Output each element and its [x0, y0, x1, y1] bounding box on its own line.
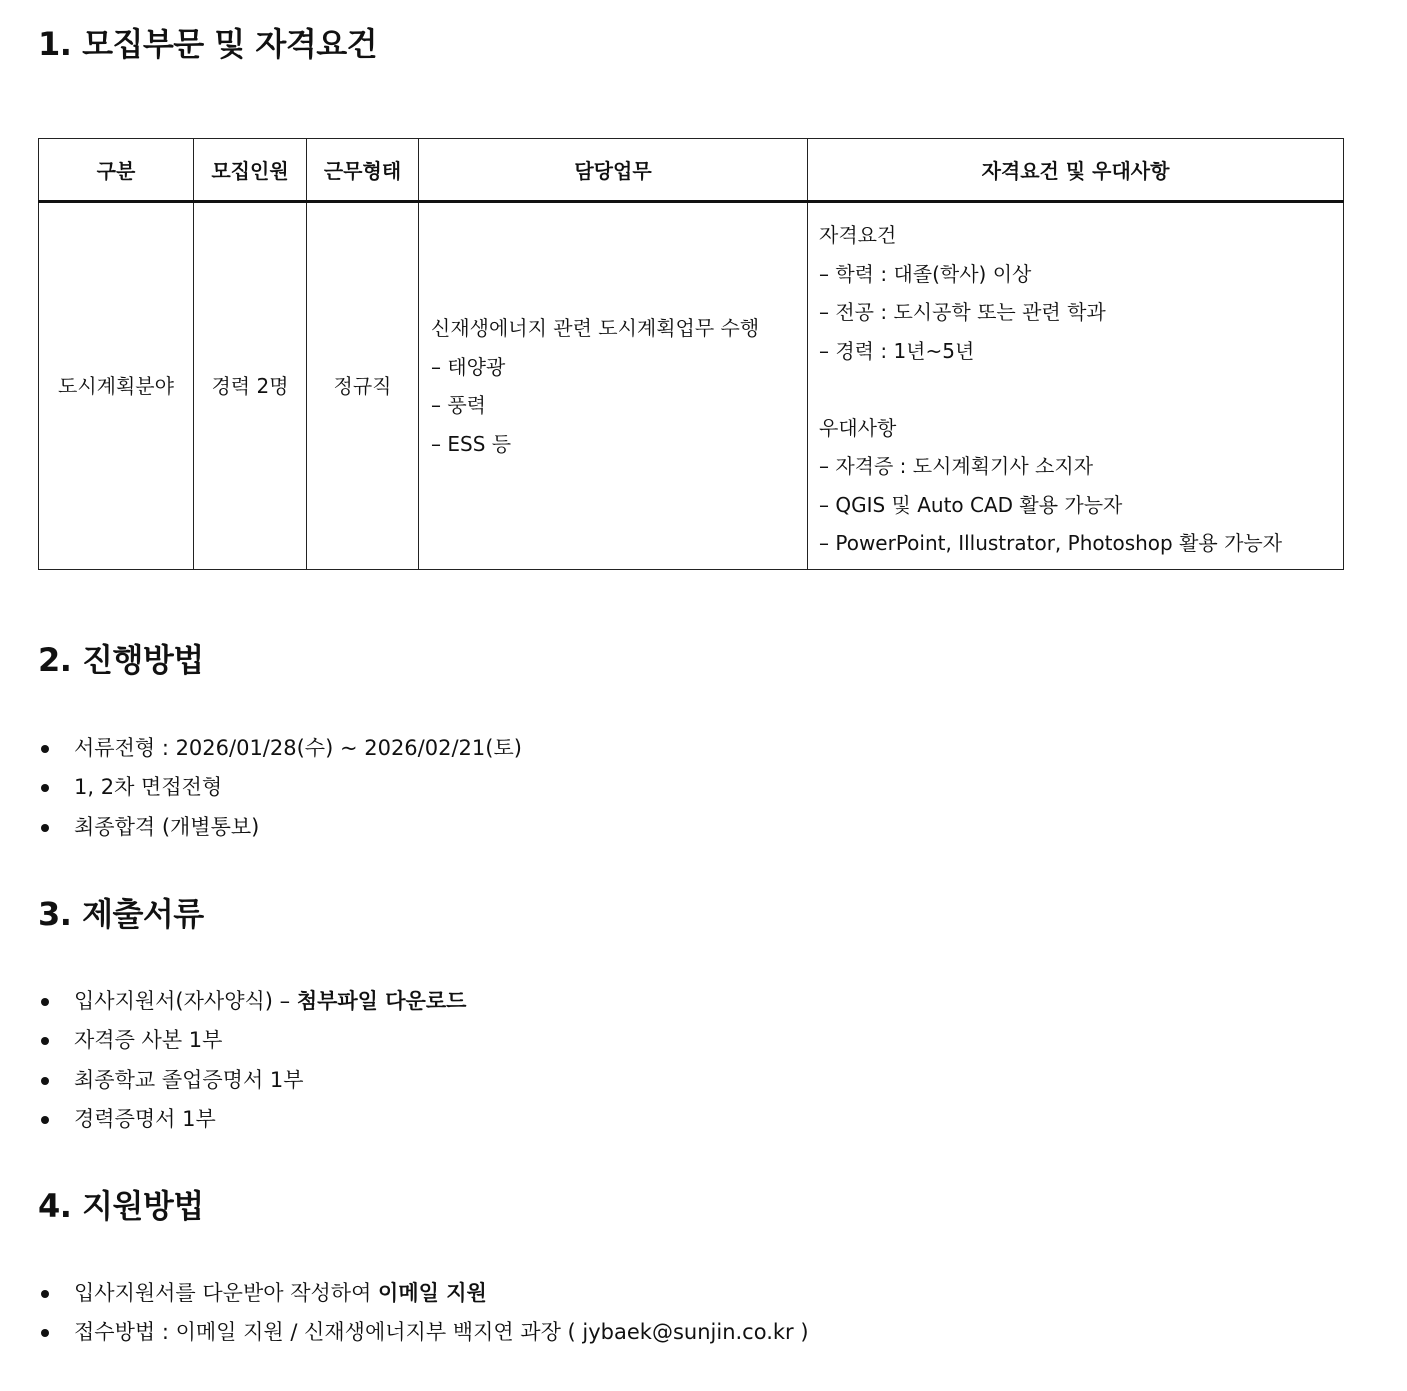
- requirement-line: – 학력 : 대졸(학사) 이상: [819, 261, 1032, 286]
- list-item-text: 입사지원서를 다운받아 작성하여: [74, 1281, 379, 1305]
- section-title-apply: 4. 지원방법: [38, 1187, 204, 1225]
- attachment-download-link[interactable]: 첨부파일 다운로드: [296, 989, 467, 1013]
- list-item: [38, 729, 522, 768]
- list-item: [38, 1021, 466, 1060]
- list-item: [38, 982, 466, 1021]
- list-item-text: 입사지원서(자사양식) –: [74, 989, 297, 1013]
- process-list: [38, 729, 522, 847]
- bullet-icon: [41, 998, 49, 1006]
- header-employment-type: 근무형태: [307, 139, 419, 202]
- apply-list: [38, 1274, 809, 1353]
- duty-line: – 태양광: [431, 354, 506, 379]
- section-title-documents: 3. 제출서류: [38, 895, 204, 933]
- duty-line: – ESS 등: [431, 431, 512, 456]
- email-apply-emphasis: 이메일 지원: [378, 1281, 487, 1305]
- requirement-line: – 경력 : 1년~5년: [819, 338, 975, 363]
- list-item: [38, 1313, 809, 1352]
- requirements-heading: 자격요건: [819, 223, 897, 247]
- table-row: [39, 202, 1344, 570]
- list-item-text: 자격증 사본 1부: [74, 1028, 223, 1053]
- header-headcount: 모집인원: [194, 139, 307, 202]
- bullet-icon: [41, 1290, 49, 1298]
- preferences-heading: 우대사항: [819, 415, 897, 440]
- list-item: [38, 1061, 466, 1100]
- cell-headcount: 경력 2명: [194, 202, 307, 570]
- recruitment-table: [38, 138, 1344, 570]
- section-title-process: 2. 진행방법: [38, 641, 204, 679]
- cell-employment-type: 정규직: [307, 202, 419, 570]
- bullet-icon: [41, 1077, 49, 1085]
- preference-line: – QGIS 및 Auto CAD 활용 가능자: [819, 492, 1123, 517]
- list-item: [38, 1100, 466, 1139]
- bullet-icon: [41, 1037, 49, 1045]
- cell-duties: [419, 202, 808, 570]
- list-item-text: 1, 2차 면접전형: [74, 775, 223, 800]
- cell-qualifications: [808, 202, 1344, 570]
- bullet-icon: [41, 1116, 49, 1124]
- bullet-icon: [41, 784, 49, 792]
- bullet-icon: [41, 745, 49, 753]
- list-item-text: 서류전형 : 2026/01/28(수) ~ 2026/02/21(토): [74, 736, 522, 760]
- list-item-text: 최종학교 졸업증명서 1부: [74, 1067, 304, 1092]
- list-item-text: 접수방법 : 이메일 지원 / 신재생에너지부 백지연 과장 ( jybaek@sunjin.co.kr ): [74, 1320, 809, 1345]
- duty-line: – 풍력: [431, 393, 486, 417]
- documents-list: [38, 982, 466, 1139]
- header-qualifications: 자격요건 및 우대사항: [808, 139, 1344, 202]
- duty-line: 신재생에너지 관련 도시계획업무 수행: [431, 316, 760, 340]
- table-header-row: [39, 139, 1344, 202]
- list-item-text: 최종합격 (개별통보): [74, 814, 260, 839]
- header-duties: 담당업무: [419, 139, 808, 202]
- preference-line: – 자격증 : 도시계획기사 소지자: [819, 454, 1094, 478]
- section-title-recruitment: 1. 모집부문 및 자격요건: [38, 25, 378, 63]
- list-item: [38, 808, 522, 847]
- list-item: [38, 1274, 809, 1313]
- bullet-icon: [41, 824, 49, 832]
- header-category: 구분: [39, 139, 194, 202]
- list-item-text: 경력증명서 1부: [74, 1106, 216, 1131]
- bullet-icon: [41, 1329, 49, 1337]
- spacer: [819, 370, 1343, 409]
- cell-category: 도시계획분야: [39, 202, 194, 570]
- list-item: [38, 768, 522, 807]
- preference-line: – PowerPoint, Illustrator, Photoshop 활용 가능자: [819, 531, 1283, 555]
- requirement-line: – 전공 : 도시공학 또는 관련 학과: [819, 300, 1106, 324]
